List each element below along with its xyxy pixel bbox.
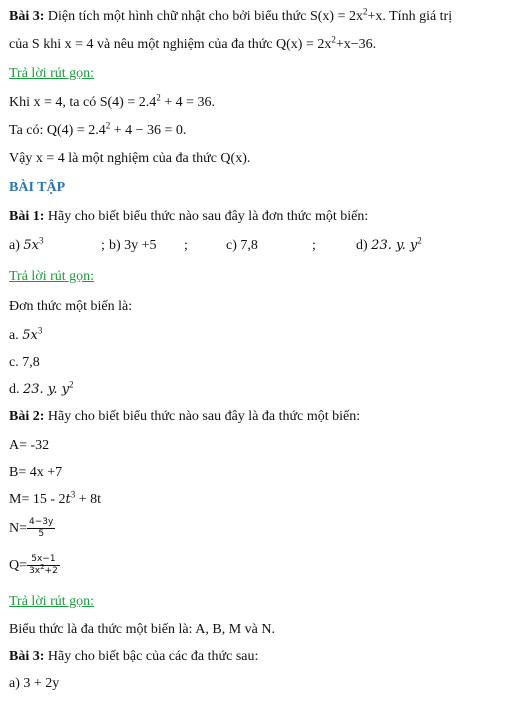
separator: ; — [312, 238, 316, 253]
answer-line — [9, 94, 215, 112]
answer-text: + 4 − 36 = 0. — [110, 123, 187, 138]
expr-B: B= 4x +7 — [9, 465, 63, 480]
exponent: 3 — [70, 489, 76, 500]
problem-label: Bài 3: — [9, 9, 45, 24]
den-text: +2 — [44, 566, 58, 577]
expr-label: Q= — [9, 558, 28, 573]
intro-text: Diện tích một hình chữ nhật cho bởi biểu thức S(x) = 2x — [47, 9, 363, 24]
question-text: Hãy cho biết biểu thức nào sau đây là đơn thức một biến: — [47, 209, 369, 224]
question-text: Hãy cho biết bậc của các đa thức sau: — [47, 649, 259, 664]
answer-line: Biểu thức là đa thức một biến là: A, B, M và N. — [9, 622, 275, 637]
answer-heading: Trả lời rút gọn: — [9, 66, 95, 81]
fraction-denominator: 5 — [38, 529, 45, 540]
option-b: b) 3y +5 — [109, 238, 157, 253]
fraction-numerator: 4−3y — [29, 517, 54, 528]
exponent: 2 — [362, 6, 368, 17]
math-expr: t — [65, 492, 71, 507]
exponent: 3 — [39, 235, 44, 246]
fraction-numerator: 5x−1 — [27, 554, 60, 566]
bai1-options — [9, 237, 509, 257]
question-text: Hãy cho biết biểu thức nào sau đây là đa thức một biến: — [47, 409, 361, 424]
item-label: a. — [9, 328, 23, 343]
fraction — [27, 517, 55, 540]
expr-A: A= -32 — [9, 438, 50, 453]
fraction — [27, 554, 60, 577]
answer-heading: Trả lời rút gọn: — [9, 269, 95, 284]
math-expr: 5x — [22, 328, 38, 343]
exponent: 2 — [69, 379, 74, 390]
exponent: 2 — [156, 92, 161, 103]
option-a — [9, 237, 44, 255]
intro-line-1 — [9, 8, 452, 26]
exponent: 2 — [105, 120, 111, 131]
answer-heading: Trả lời rút gọn: — [9, 594, 95, 609]
answer-item-c: c. 7,8 — [9, 355, 40, 370]
math-expr: 23. y. y — [371, 238, 418, 253]
answer-text: Khi x = 4, ta có S(4) = 2.4 — [9, 95, 157, 110]
answer-intro: Đơn thức một biến là: — [9, 299, 133, 314]
bai1-question — [9, 208, 368, 226]
math-expr: 5x — [23, 238, 39, 253]
problem-label: Bài 2: — [9, 409, 45, 424]
den-text: 3x — [29, 566, 41, 577]
exponent: 3 — [37, 325, 43, 336]
item-label: d. — [9, 382, 23, 397]
problem-label: Bài 3: — [9, 649, 45, 664]
expr-M — [9, 491, 101, 509]
separator: ; — [184, 238, 188, 253]
answer-item-a — [9, 327, 42, 345]
bai3-question — [9, 648, 258, 666]
exponent: 2 — [417, 235, 422, 246]
intro-line-2 — [9, 36, 376, 54]
option-d — [356, 237, 422, 255]
intro-text: của S khi x = 4 và nêu một nghiệm của đa thức Q(x) = 2x — [9, 37, 332, 52]
exponent: 2 — [40, 563, 45, 572]
answer-text: + 4 = 36. — [160, 95, 216, 110]
intro-text: +x. Tính giá trị — [367, 9, 453, 24]
option-label: a) — [9, 238, 24, 253]
bai3-item-a: a) 3 + 2y — [9, 676, 60, 691]
expr-Q — [9, 553, 60, 579]
answer-line — [9, 122, 186, 140]
expr-label: N= — [9, 521, 28, 536]
problem-label: Bài 1: — [9, 209, 45, 224]
intro-text: +x−36. — [335, 37, 377, 52]
answer-text: Ta có: Q(4) = 2.4 — [9, 123, 106, 138]
answer-item-d — [9, 381, 74, 399]
answer-line: Vậy x = 4 là một nghiệm của đa thức Q(x). — [9, 151, 251, 166]
option-c: c) 7,8 — [226, 238, 258, 253]
exponent: 2 — [331, 34, 336, 45]
expr-text: + 8t — [75, 492, 102, 507]
option-label: d) — [356, 238, 372, 253]
expr-N — [9, 516, 55, 542]
separator: ; — [101, 238, 105, 253]
exercises-heading: BÀI TẬP — [9, 180, 66, 195]
bai2-question — [9, 408, 360, 426]
fraction-denominator — [27, 563, 60, 577]
expr-text: M= 15 - 2 — [9, 492, 66, 507]
math-expr: 23. y. y — [23, 382, 70, 397]
